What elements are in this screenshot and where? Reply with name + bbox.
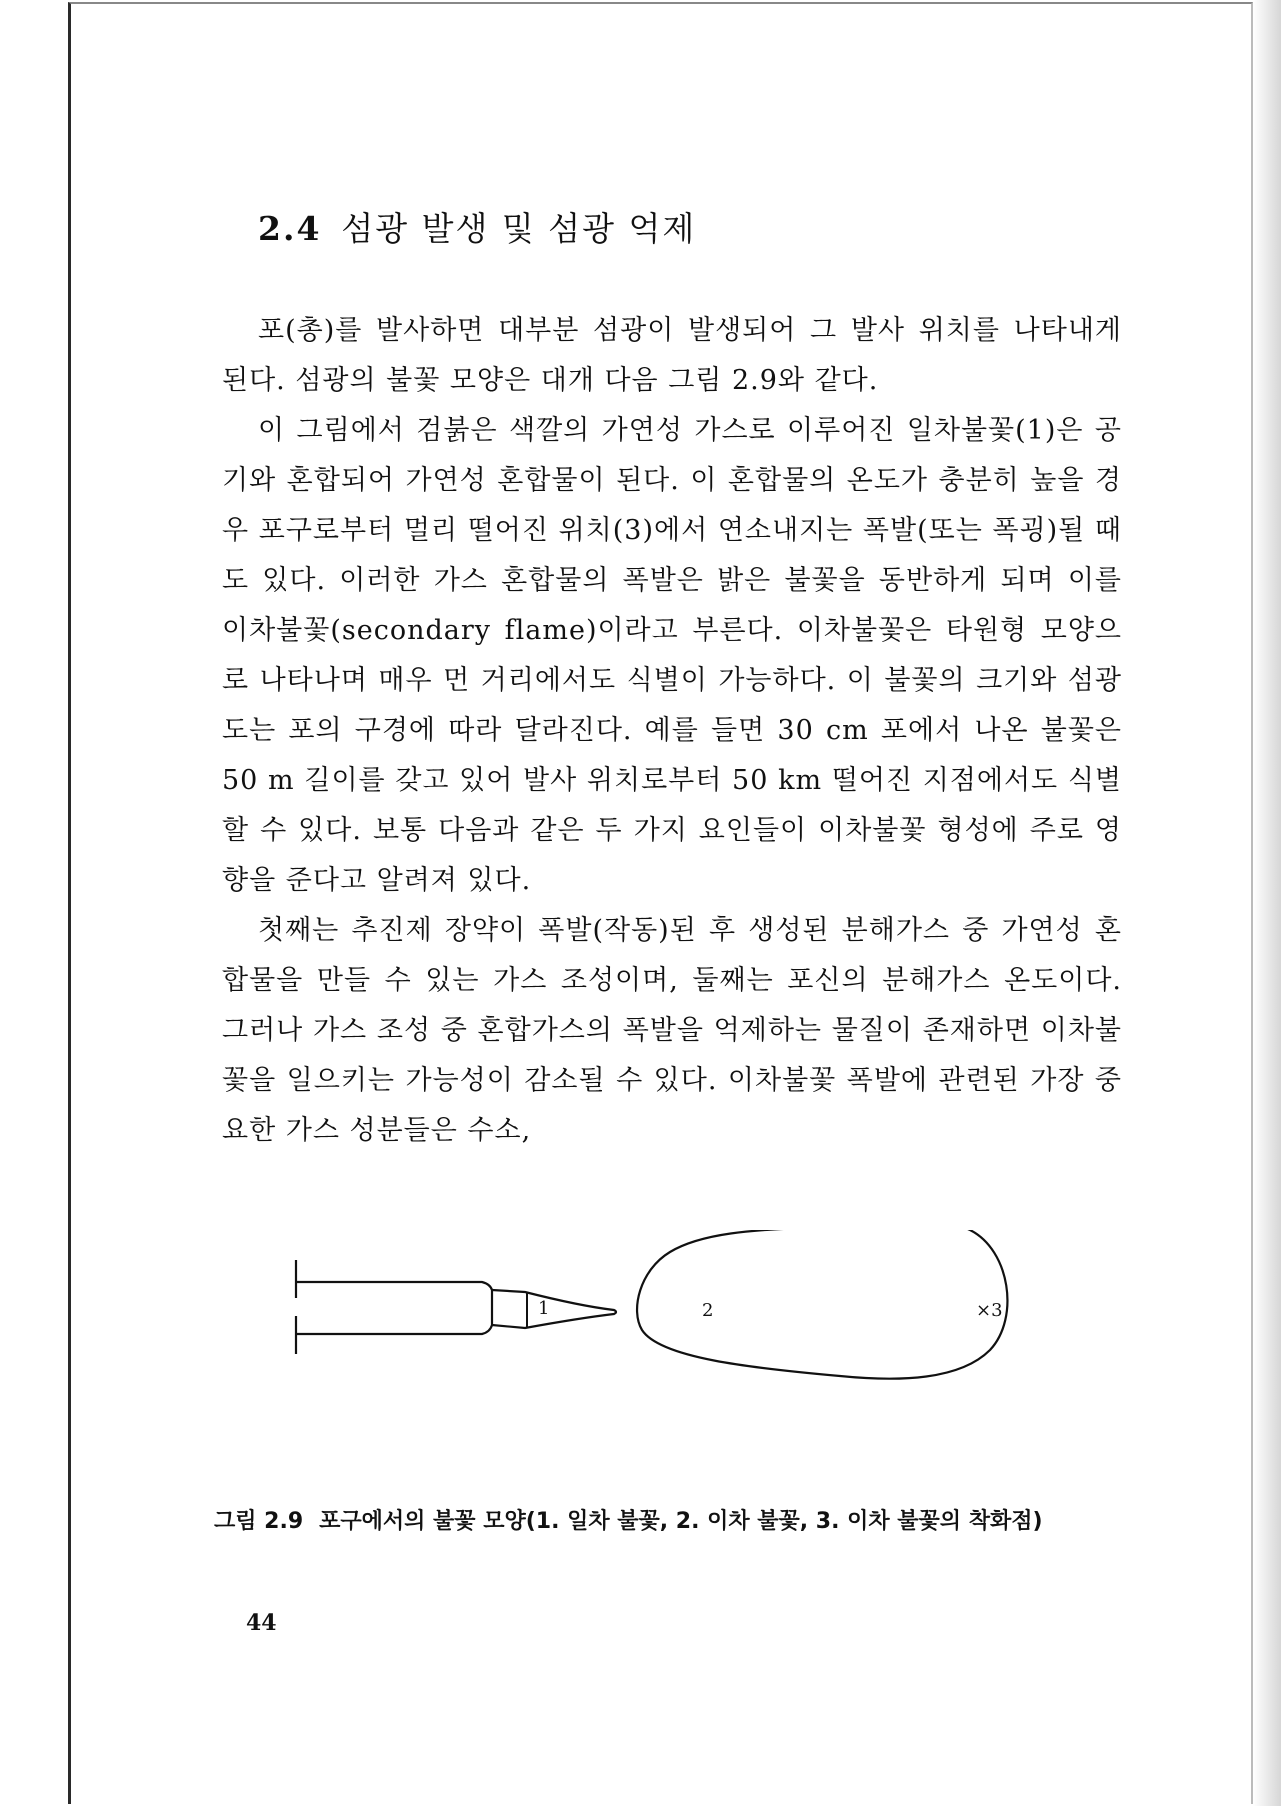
section-heading xyxy=(258,203,696,250)
paragraph-1: 포(총)를 발사하면 대부분 섬광이 발생되어 그 발사 위치를 나타내게 된다. 섬광의 불꽃 모양은 대개 다음 그림 2.9와 같다. xyxy=(222,315,1122,396)
page-number: 44 xyxy=(246,1610,277,1636)
paragraph-3: 첫째는 추진제 장약이 폭발(작동)된 후 생성된 분해가스 중 가연성 혼합물을 만들 수 있는 가스 조성이며, 둘째는 포신의 분해가스 온도이다. 그러나 가스 조성 중 혼합가스의 폭발을 억제하는 물질이 존재하면 이차불꽃을 일으키는 가능성이 감소될 수 있다. 이차불꽃 폭발에 관련된 가장 중요한 가스 성분들은 수소, xyxy=(222,915,1122,1146)
figure-caption-label: 그림 2.9 xyxy=(214,1509,304,1534)
figure-label-1: 1 xyxy=(538,1298,550,1319)
muzzle-flash-diagram xyxy=(280,1230,1060,1450)
paragraph-2: 이 그림에서 검붉은 색깔의 가연성 가스로 이루어진 일차불꽃(1)은 공기와 혼합되어 가연성 혼합물이 된다. 이 혼합물의 온도가 충분히 높을 경우 포구로부터 멀리 떨어진 위치(3)에서 연소내지는 폭발(또는 폭굉)될 때도 있다. 이러한 가스 혼합물의 폭발은 밝은 불꽃을 동반하게 되며 이를 이차불꽃(secondary flame)이라고 부른다. 이차불꽃은 타원형 모양으로 나타나며 매우 먼 거리에서도 식별이 가능하다. 이 불꽃의 크기와 섬광도는 포의 구경에 따라 달라진다. 예를 들면 30 cm 포에서 나온 불꽃은 50 m 길이를 갖고 있어 발사 위치로부터 50 km 떨어진 지점에서도 식별할 수 있다. 보통 다음과 같은 두 가지 요인들이 이차불꽃 형성에 주로 영향을 준다고 알려져 있다. xyxy=(222,415,1122,896)
figure-label-2: 2 xyxy=(702,1300,714,1321)
figure-caption-text: 포구에서의 불꽃 모양(1. 일차 불꽃, 2. 이차 불꽃, 3. 이차 불꽃의 착화점) xyxy=(319,1509,1043,1534)
secondary-flame-shape xyxy=(637,1230,1007,1379)
section-title: 섬광 발생 및 섬광 억제 xyxy=(341,209,697,248)
barrel-outline xyxy=(296,1260,492,1354)
body-text xyxy=(222,306,1122,1156)
primary-flame-shape xyxy=(492,1290,616,1328)
figure-caption xyxy=(214,1504,1134,1535)
figure-label-3: ×3 xyxy=(976,1300,1003,1321)
section-number: 2.4 xyxy=(258,209,322,248)
page-edge-shadow xyxy=(1253,0,1281,1806)
figure-muzzle-flash xyxy=(280,1230,1060,1450)
